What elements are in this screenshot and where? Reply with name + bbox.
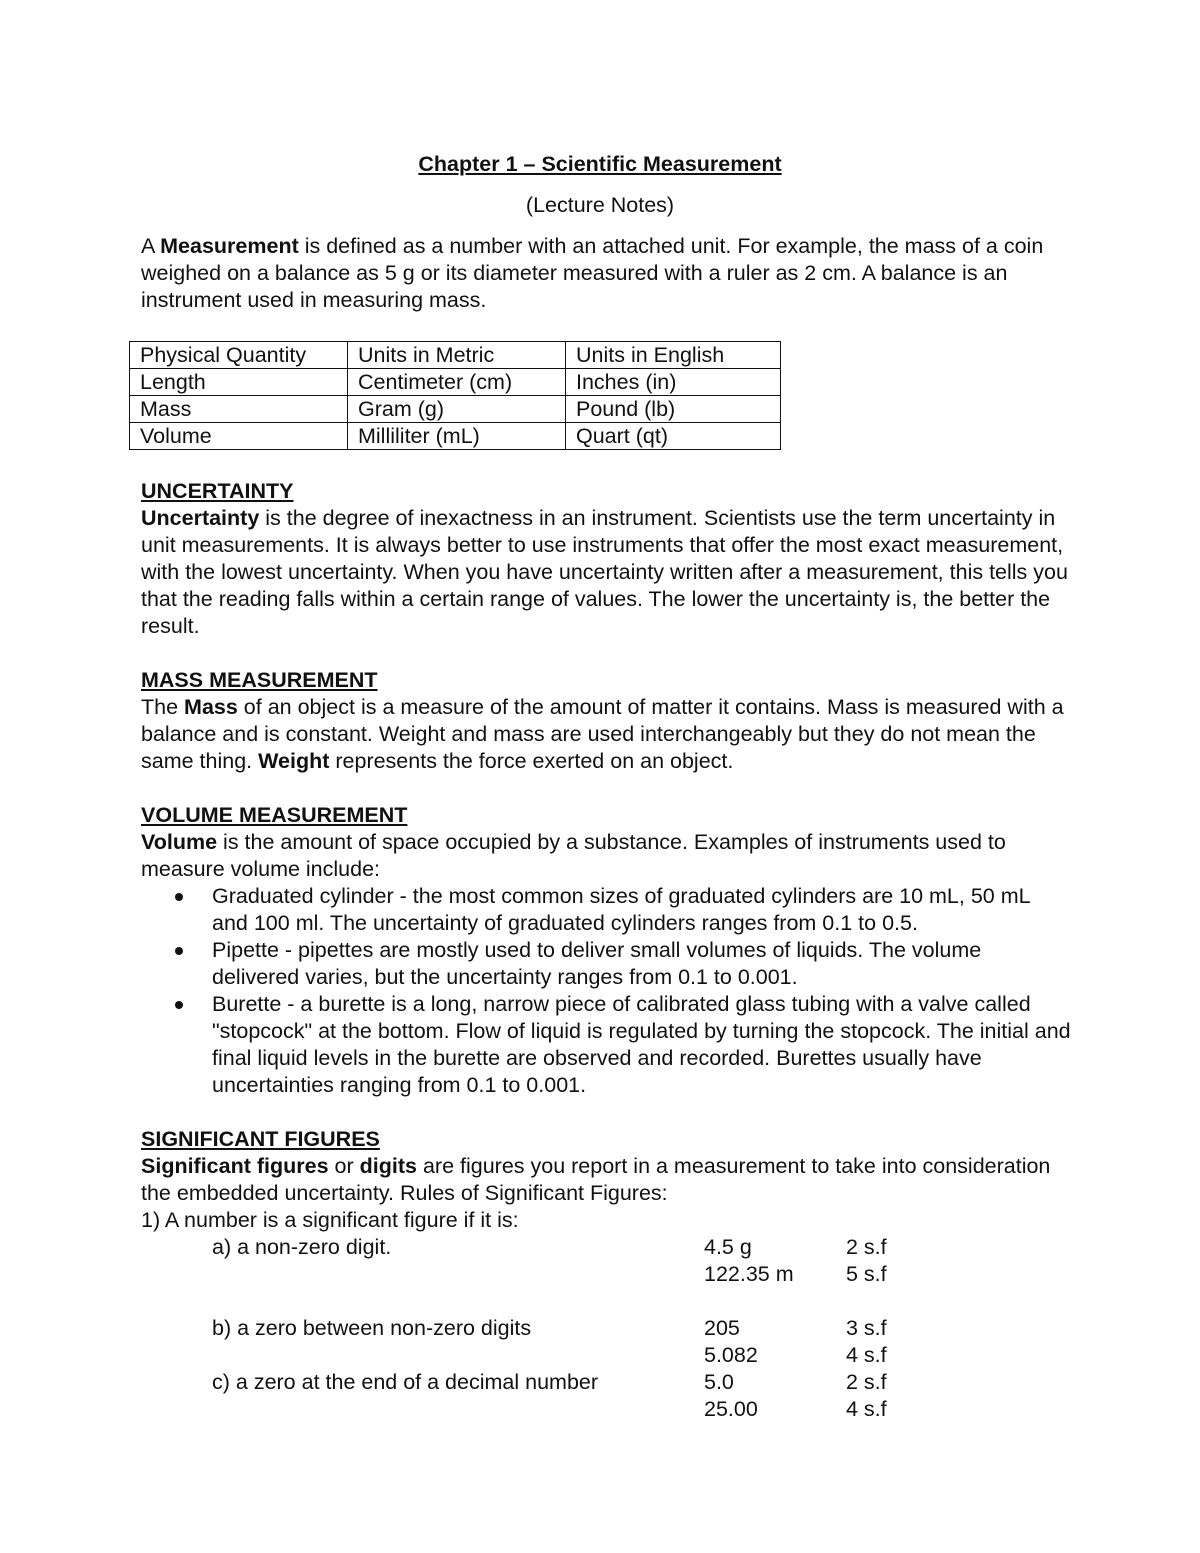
table-header-cell: Physical Quantity	[130, 342, 348, 369]
digits-term: digits	[359, 1154, 417, 1178]
example-sigfig-count: 2 s.f	[846, 1370, 887, 1394]
mass-paragraph	[141, 694, 1071, 775]
sigfigs-paragraph	[141, 1153, 1071, 1207]
table-header-cell: Units in English	[566, 342, 781, 369]
table-header-row	[130, 342, 781, 369]
list-item	[141, 937, 1071, 991]
example-value: 122.35 m	[704, 1262, 794, 1286]
rule-a-label: a) a non-zero digit.	[212, 1235, 392, 1259]
example-sigfig-count: 4 s.f	[846, 1397, 887, 1421]
list-item	[141, 883, 1071, 937]
spacer	[141, 1288, 1071, 1315]
rule-label-empty	[141, 1261, 704, 1288]
sigfigs-mid: or	[328, 1154, 360, 1178]
uncertainty-heading: UNCERTAINTY	[141, 479, 294, 503]
table-cell: Centimeter (cm)	[348, 369, 566, 396]
rule-b-label: b) a zero between non-zero digits	[212, 1316, 532, 1340]
table-cell: Gram (g)	[348, 396, 566, 423]
measurement-term: Measurement	[160, 234, 299, 258]
table-cell: Mass	[130, 396, 348, 423]
table-cell: Volume	[130, 423, 348, 450]
document-page	[141, 150, 1071, 1423]
intro-prefix: A	[141, 234, 161, 258]
table-cell: Pound (lb)	[566, 396, 781, 423]
rule-label-empty	[141, 1396, 704, 1423]
volume-paragraph	[141, 829, 1071, 883]
uncertainty-text: is the degree of inexactness in an instrument. Scientists use the term uncertainty in unit measurements. It is always better to use instruments that offer the most exact measurement, with the lowest uncertainty. When you have uncertainty written after a measurement, this tells you that the reading falls within a certain range of values. The lower the uncertainty is, the better the result.	[141, 506, 1068, 638]
uncertainty-term: Uncertainty	[141, 506, 260, 530]
sigfigs-text: are figures you report in a measurement to take into consideration the embedded uncertainty. Rules of Significant Figures:	[141, 1154, 1051, 1205]
example-value: 5.0	[704, 1370, 734, 1394]
units-table	[129, 341, 781, 450]
table-row	[130, 396, 781, 423]
intro-text: is defined as a number with an attached unit. For example, the mass of a coin weighed on a balance as 5 g or its diameter measured with a ruler as 2 cm. A balance is an instrument used in measuring mass.	[141, 234, 1044, 312]
rule-row	[141, 1234, 1071, 1261]
rule-row	[141, 1261, 1071, 1288]
page-subtitle: (Lecture Notes)	[525, 193, 675, 217]
table-header-cell: Units in Metric	[348, 342, 566, 369]
example-sigfig-count: 4 s.f	[846, 1343, 887, 1367]
rule-row	[141, 1342, 1071, 1369]
bullet-icon	[175, 893, 183, 901]
volume-term: Volume	[141, 830, 218, 854]
uncertainty-paragraph	[141, 505, 1071, 640]
list-item-text: Pipette - pipettes are mostly used to deliver small volumes of liquids. The volume delivered varies, but the uncertainty ranges from 0.1 to 0.001.	[212, 938, 982, 989]
volume-heading: VOLUME MEASUREMENT	[141, 803, 408, 827]
table-cell: Milliliter (mL)	[348, 423, 566, 450]
table-row	[130, 423, 781, 450]
example-value: 25.00	[704, 1397, 758, 1421]
example-value: 4.5 g	[704, 1235, 752, 1259]
list-item	[141, 991, 1071, 1099]
mass-text-end: represents the force exerted on an object.	[329, 749, 734, 773]
mass-heading: MASS MEASUREMENT	[141, 668, 378, 692]
table-row	[130, 369, 781, 396]
table-cell: Length	[130, 369, 348, 396]
example-sigfig-count: 3 s.f	[846, 1316, 887, 1340]
rule-1: 1) A number is a significant figure if it is:	[141, 1208, 519, 1232]
page-title: Chapter 1 – Scientific Measurement	[418, 152, 782, 176]
list-item-text: Burette - a burette is a long, narrow piece of calibrated glass tubing with a valve called "stopcock" at the bottom. Flow of liquid is regulated by turning the stopcock. The initial and final liquid levels in the burette are observed and recorded. Burettes usually have uncertainties ranging from 0.1 to 0.001.	[212, 992, 1071, 1097]
list-item-text: Graduated cylinder - the most common sizes of graduated cylinders are 10 mL, 50 mL and 100 ml. The uncertainty of graduated cylinders ranges from 0.1 to 0.5.	[212, 884, 1030, 935]
bullet-icon	[175, 1001, 183, 1009]
rule-row	[141, 1315, 1071, 1342]
table-cell: Inches (in)	[566, 369, 781, 396]
weight-term: Weight	[258, 749, 330, 773]
mass-text: of an object is a measure of the amount of matter it contains. Mass is measured with a balance and is constant. Weight and mass are used interchangeably but they do not mean the same thing.	[141, 695, 1064, 773]
rule-row	[141, 1369, 1071, 1396]
volume-text: is the amount of space occupied by a substance. Examples of instruments used to measure volume include:	[141, 830, 1006, 881]
example-value: 5.082	[704, 1343, 758, 1367]
mass-term: Mass	[184, 695, 238, 719]
sigfigs-heading: SIGNIFICANT FIGURES	[141, 1127, 380, 1151]
volume-instrument-list	[141, 883, 1071, 1099]
rule-row	[141, 1396, 1071, 1423]
example-sigfig-count: 5 s.f	[846, 1262, 887, 1286]
example-sigfig-count: 2 s.f	[846, 1235, 887, 1259]
mass-prefix: The	[141, 695, 185, 719]
intro-paragraph	[141, 233, 1071, 314]
example-value: 205	[704, 1316, 740, 1340]
table-cell: Quart (qt)	[566, 423, 781, 450]
rule-label-empty	[141, 1342, 704, 1369]
rule-c-label: c) a zero at the end of a decimal number	[212, 1370, 599, 1394]
sigfigs-term: Significant figures	[141, 1154, 329, 1178]
bullet-icon	[175, 947, 183, 955]
